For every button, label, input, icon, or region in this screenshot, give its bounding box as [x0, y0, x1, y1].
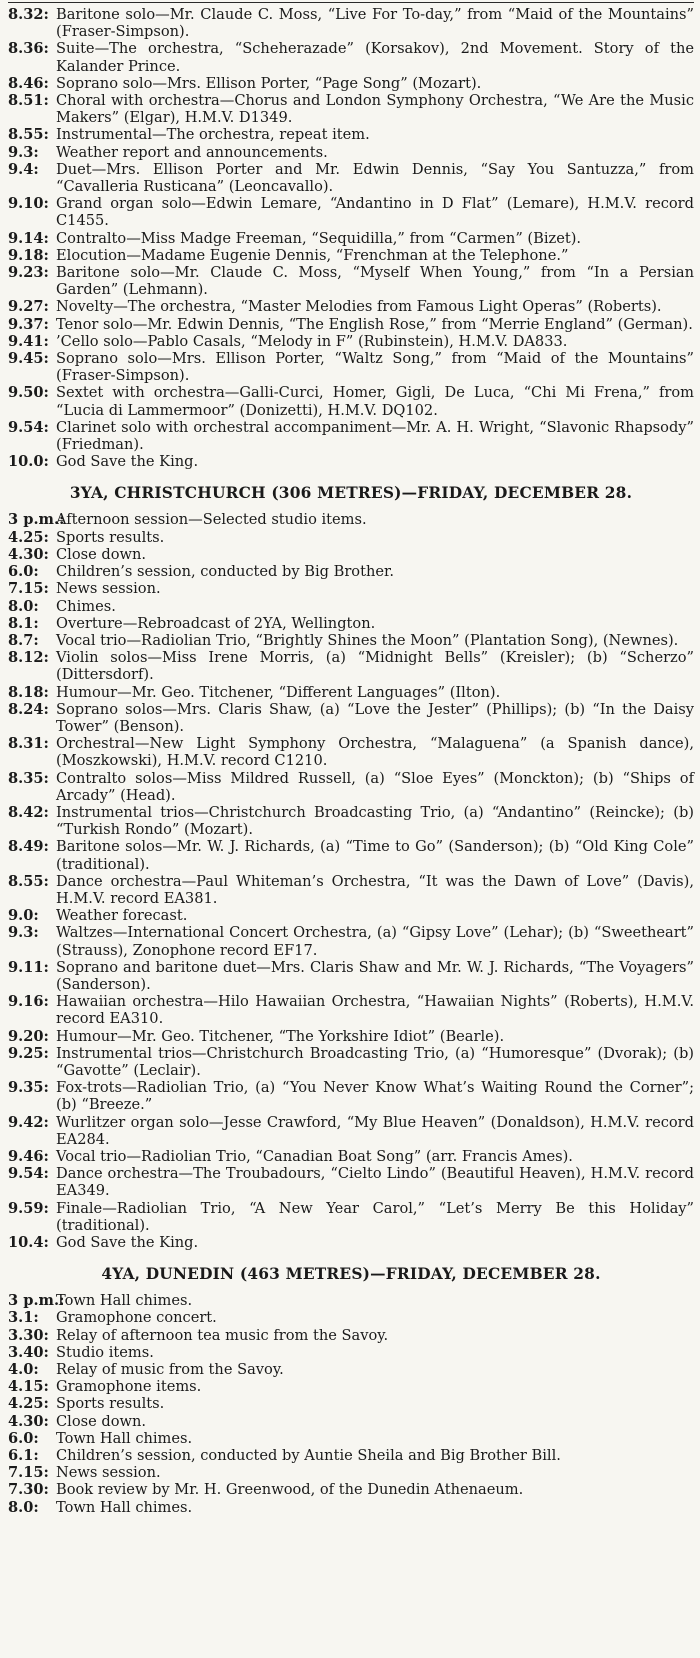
entry-description: Contralto solos—Miss Mildred Russell, (a) “Sloe Eyes” (Monckton); (b) “Ships of Arcady” (Head).	[56, 769, 694, 804]
program-entry	[8, 615, 694, 632]
section-heading-3ya: 3YA, CHRISTCHURCH (306 METRES)—FRIDAY, DECEMBER 28.	[69, 484, 633, 503]
entry-description: Tenor solo—Mr. Edwin Dennis, “The English Rose,” from “Merrie England” (German).	[56, 315, 693, 333]
entry-description: Instrumental—The orchestra, repeat item.	[56, 126, 370, 144]
program-entry	[8, 735, 694, 769]
program-entry	[8, 1045, 694, 1079]
entry-description: Orchestral—New Light Symphony Orchestra, “Malaguena” (a Spanish dance), (Moszkowski), H.M.V. record C1210.	[56, 735, 694, 770]
program-entry	[8, 511, 694, 528]
entry-time: 7.30:	[8, 1481, 49, 1499]
program-entry	[8, 1165, 694, 1199]
entry-description: Humour—Mr. Geo. Titchener, “The Yorkshire Idiot” (Bearle).	[56, 1027, 505, 1045]
entry-description: Book review by Mr. H. Greenwood, of the Dunedin Athenaeum.	[56, 1481, 524, 1499]
program-entry	[8, 453, 694, 470]
entry-description: News session.	[56, 580, 161, 598]
program-entry	[8, 1234, 694, 1251]
entry-time: 9.27:	[8, 298, 49, 316]
program-entry	[8, 1447, 694, 1464]
entry-description: Waltzes—International Concert Orchestra, (a) “Gipsy Love” (Lehar); (b) “Sweetheart” (Strauss), Zonophone record EF17.	[56, 924, 694, 959]
program-entry	[8, 40, 694, 74]
entry-time: 7.15:	[8, 580, 49, 598]
entry-time: 8.12:	[8, 649, 49, 667]
entry-time: 3.1:	[8, 1309, 39, 1327]
entry-time: 8.0:	[8, 597, 39, 615]
program-entry	[8, 1079, 694, 1113]
program-entry	[8, 1378, 694, 1395]
entry-description: Town Hall chimes.	[56, 1498, 193, 1516]
entry-description: Gramophone items.	[56, 1378, 202, 1396]
program-entry	[8, 1148, 694, 1165]
program-entry	[8, 649, 694, 683]
program-entry	[8, 1395, 694, 1412]
entry-time: 8.0:	[8, 1498, 39, 1516]
entry-time: 9.45:	[8, 350, 49, 368]
entry-description: Wurlitzer organ solo—Jesse Crawford, “My Blue Heaven” (Donaldson), H.M.V. record EA284.	[56, 1113, 694, 1148]
entry-time: 6.0:	[8, 1429, 39, 1447]
entry-description: Contralto—Miss Madge Freeman, “Sequidilla,” from “Carmen” (Bizet).	[56, 229, 582, 247]
entry-time: 10.4:	[8, 1234, 49, 1252]
entry-description: Humour—Mr. Geo. Titchener, “Different Languages” (Ilton).	[56, 683, 501, 701]
program-entry	[8, 1327, 694, 1344]
program-entry	[8, 598, 694, 615]
program-entry	[8, 924, 694, 958]
entry-time: 9.3:	[8, 924, 39, 942]
entry-description: Soprano solo—Mrs. Ellison Porter, “Page Song” (Mozart).	[56, 74, 482, 92]
entry-time: 9.41:	[8, 332, 49, 350]
entry-time: 8.42:	[8, 803, 49, 821]
entry-description: News session.	[56, 1464, 161, 1482]
entry-description: Children’s session, conducted by Auntie Sheila and Big Brother Bill.	[56, 1447, 561, 1465]
entry-description: Duet—Mrs. Ellison Porter and Mr. Edwin Dennis, “Say You Santuzza,” from “Cavalleria Rusticana” (Leoncavallo).	[56, 160, 694, 196]
entry-description: Studio items.	[56, 1343, 154, 1361]
entry-description: Soprano solo—Mrs. Ellison Porter, “Waltz Song,” from “Maid of the Mountains” (Fraser-Simpson).	[56, 350, 694, 385]
program-entry	[8, 1344, 694, 1361]
program-entry	[8, 1481, 694, 1498]
program-entry	[8, 529, 694, 546]
entry-time: 9.54:	[8, 1165, 49, 1183]
program-entry	[8, 1499, 694, 1516]
program-entry	[8, 1200, 694, 1234]
program-entry	[8, 350, 694, 384]
entry-description: Sports results.	[56, 1395, 165, 1413]
program-entry	[8, 959, 694, 993]
entry-time: 9.59:	[8, 1199, 49, 1217]
program-entry	[8, 230, 694, 247]
entry-description: Suite—The orchestra, “Scheherazade” (Korsakov), 2nd Movement. Story of the Kalander Prince.	[56, 40, 694, 75]
program-entry	[8, 580, 694, 597]
entry-description: Novelty—The orchestra, “Master Melodies from Famous Light Operas” (Roberts).	[56, 298, 662, 316]
program-entry	[8, 298, 694, 315]
entry-time: 6.0:	[8, 563, 39, 581]
program-entry	[8, 75, 694, 92]
entry-description: Town Hall chimes.	[56, 1292, 193, 1310]
program-entry	[8, 264, 694, 298]
entry-time: 4.25:	[8, 528, 49, 546]
program-entry	[8, 126, 694, 143]
entry-time: 8.18:	[8, 683, 49, 701]
entry-time: 7.15:	[8, 1464, 49, 1482]
entry-time: 9.11:	[8, 958, 49, 976]
entry-time: 9.35:	[8, 1079, 49, 1097]
entry-time: 8.24:	[8, 700, 49, 718]
entry-description: Relay of afternoon tea music from the Savoy.	[56, 1326, 389, 1344]
entry-time: 8.49:	[8, 838, 49, 856]
program-entry	[8, 1309, 694, 1326]
entry-description: Gramophone concert.	[56, 1309, 217, 1327]
entry-description: Close down.	[56, 1412, 147, 1430]
entry-time: 8.46:	[8, 74, 49, 92]
entry-time: 9.16:	[8, 993, 49, 1011]
entry-description: Grand organ solo—Edwin Lemare, “Andantino in D Flat” (Lemare), H.M.V. record C1455.	[56, 195, 694, 230]
entry-description: Baritone solo—Mr. Claude C. Moss, “Live For To-day,” from “Maid of the Mountains” (Fraser-Simpson).	[56, 6, 694, 41]
entry-time: 8.51:	[8, 92, 49, 110]
program-entry	[8, 419, 694, 453]
program-entry	[8, 563, 694, 580]
entry-description: Overture—Rebroadcast of 2YA, Wellington.	[56, 614, 376, 632]
entry-time: 4.30:	[8, 1412, 49, 1430]
program-entry	[8, 316, 694, 333]
entry-description: Town Hall chimes.	[56, 1429, 193, 1447]
program-entry	[8, 384, 694, 418]
program-entry	[8, 1114, 694, 1148]
top-rule	[8, 2, 694, 3]
entry-description: Violin solos—Miss Irene Morris, (a) “Midnight Bells” (Kreisler); (b) “Scherzo” (Dittersdorf).	[56, 649, 694, 684]
entry-description: Sextet with orchestra—Galli-Curci, Homer, Gigli, De Luca, “Chi Mi Frena,” from “Lucia di Lammermoor” (Donizetti), H.M.V. DQ102.	[56, 384, 694, 419]
entry-description: Fox-trots—Radiolian Trio, (a) “You Never Know What’s Waiting Round the Corner”; (b) “Breeze.”	[56, 1079, 694, 1114]
entry-description: God Save the King.	[56, 1234, 199, 1252]
entry-time: 9.46:	[8, 1148, 49, 1165]
entry-time: 3 p.m.:	[8, 1292, 65, 1310]
entry-description: Baritone solo—Mr. Claude C. Moss, “Myself When Young,” from “In a Persian Garden” (Lehmann).	[56, 264, 694, 299]
entry-time: 10.0:	[8, 453, 49, 471]
entry-description: Weather report and announcements.	[56, 143, 328, 161]
entry-description: Dance orchestra—Paul Whiteman’s Orchestra, “It was the Dawn of Love” (Davis), H.M.V. record EA381.	[56, 872, 694, 907]
entry-time: 8.55:	[8, 126, 49, 144]
entry-description: Dance orchestra—The Troubadours, “Cielto Lindo” (Beautiful Heaven), H.M.V. record EA349.	[56, 1165, 694, 1200]
entry-time: 9.10:	[8, 195, 49, 213]
entry-time: 3.40:	[8, 1343, 49, 1361]
program-entry	[8, 632, 694, 649]
program-entry	[8, 6, 694, 40]
program-entry	[8, 907, 694, 924]
program-entry	[8, 770, 694, 804]
program-list-4ya	[8, 1292, 694, 1516]
program-entry	[8, 247, 694, 264]
entry-time: 9.42:	[8, 1113, 49, 1131]
entry-time: 6.1:	[8, 1447, 39, 1465]
entry-time: 9.4:	[8, 160, 39, 178]
entry-time: 9.23:	[8, 264, 49, 282]
entry-time: 4.0:	[8, 1361, 39, 1379]
entry-time: 8.36:	[8, 40, 49, 58]
program-entry	[8, 92, 694, 126]
entry-time: 9.3:	[8, 143, 39, 161]
program-entry	[8, 684, 694, 701]
entry-time: 9.14:	[8, 229, 49, 247]
entry-description: Instrumental trios—Christchurch Broadcasting Trio, (a) “Andantino” (Reincke); (b) “Turkish Rondo” (Mozart).	[56, 803, 694, 839]
entry-time: 4.25:	[8, 1395, 49, 1413]
entry-time: 9.37:	[8, 315, 49, 333]
entry-description: Clarinet solo with orchestral accompaniment—Mr. A. H. Wright, “Slavonic Rhapsody” (Friedman).	[56, 418, 694, 454]
entry-time: 8.7:	[8, 631, 39, 649]
entry-description: Sports results.	[56, 528, 165, 546]
entry-description: Vocal trio—Radiolian Trio, “Brightly Shines the Moon” (Plantation Song), (Newnes).	[56, 631, 679, 649]
program-entry	[8, 1361, 694, 1378]
entry-description: Soprano and baritone duet—Mrs. Claris Shaw and Mr. W. J. Richards, “The Voyagers” (Sanderson).	[56, 958, 694, 993]
entry-description: Afternoon session—Selected studio items.	[56, 511, 367, 529]
entry-description: Elocution—Madame Eugenie Dennis, “Frenchman at the Telephone.”	[56, 246, 569, 264]
program-entry	[8, 161, 694, 195]
program-entry	[8, 1028, 694, 1045]
program-entry	[8, 993, 694, 1027]
entry-time: 8.32:	[8, 6, 49, 23]
program-entry	[8, 1413, 694, 1430]
section-heading-4ya: 4YA, DUNEDIN (463 METRES)—FRIDAY, DECEMBER 28.	[101, 1265, 601, 1284]
program-entry	[8, 195, 694, 229]
entry-description: Vocal trio—Radiolian Trio, “Canadian Boat Song” (arr. Francis Ames).	[56, 1148, 573, 1165]
entry-description: Chimes.	[56, 597, 116, 615]
entry-time: 9.18:	[8, 246, 49, 264]
program-entry	[8, 1430, 694, 1447]
program-entry	[8, 804, 694, 838]
entry-time: 8.55:	[8, 872, 49, 890]
entry-description: Baritone solos—Mr. W. J. Richards, (a) “Time to Go” (Sanderson); (b) “Old King Cole” (traditional).	[56, 838, 694, 873]
entry-description: Hawaiian orchestra—Hilo Hawaiian Orchestra, “Hawaiian Nights” (Roberts), H.M.V. record EA310.	[56, 993, 694, 1028]
entry-description: Relay of music from the Savoy.	[56, 1361, 284, 1379]
program-entry	[8, 1292, 694, 1309]
program-entry	[8, 838, 694, 872]
entry-description: Instrumental trios—Christchurch Broadcasting Trio, (a) “Humoresque” (Dvorak); (b) “Gavotte” (Leclair).	[56, 1044, 694, 1079]
entry-time: 4.30:	[8, 545, 49, 563]
entry-time: 9.25:	[8, 1044, 49, 1062]
entry-description: Close down.	[56, 545, 147, 563]
entry-time: 9.0:	[8, 907, 39, 925]
program-entry	[8, 701, 694, 735]
program-entry	[8, 1464, 694, 1481]
entry-time: 8.1:	[8, 614, 39, 632]
entry-time: 9.54:	[8, 418, 49, 436]
entry-time: 9.50:	[8, 384, 49, 402]
program-entry	[8, 144, 694, 161]
entry-description: Weather forecast.	[56, 907, 188, 925]
entry-time: 4.15:	[8, 1378, 49, 1396]
entry-time: 3 p.m.:	[8, 511, 65, 529]
program-list-2ya	[8, 6, 694, 470]
entry-description: Children’s session, conducted by Big Brother.	[56, 563, 395, 581]
entry-description: Finale—Radiolian Trio, “A New Year Carol,” “Let’s Merry Be this Holiday” (traditional).	[56, 1199, 694, 1234]
entry-description: God Save the King.	[56, 453, 199, 471]
program-entry	[8, 546, 694, 563]
entry-time: 9.20:	[8, 1027, 49, 1045]
entry-description: Soprano solos—Mrs. Claris Shaw, (a) “Love the Jester” (Phillips); (b) “In the Daisy Tower” (Benson).	[56, 700, 694, 735]
program-entry	[8, 333, 694, 350]
entry-description: ’Cello solo—Pablo Casals, “Melody in F” (Rubinstein), H.M.V. DA833.	[56, 332, 568, 350]
entry-time: 8.31:	[8, 735, 49, 753]
entry-description: Choral with orchestra—Chorus and London Symphony Orchestra, “We Are the Music Makers” (Elgar), H.M.V. D1349.	[56, 92, 694, 127]
program-list-3ya	[8, 511, 694, 1251]
program-entry	[8, 873, 694, 907]
entry-time: 8.35:	[8, 769, 49, 787]
entry-time: 3.30:	[8, 1326, 49, 1344]
